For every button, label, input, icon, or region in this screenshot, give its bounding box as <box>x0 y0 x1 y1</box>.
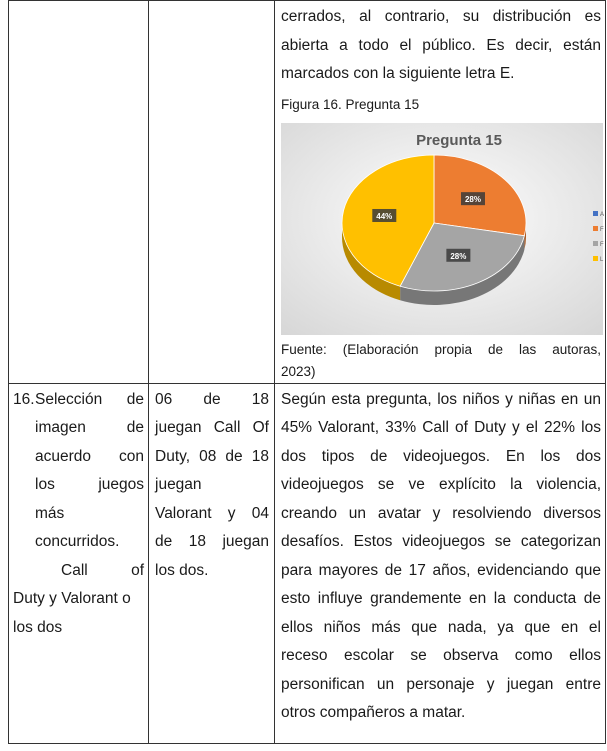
text-line: personifican un personaje y juegan entre <box>281 675 601 693</box>
text-line: Duty y Valorant o <box>13 590 131 607</box>
text-line: concurridos. <box>35 533 120 550</box>
text-line: para mayores de 17 años, evidenciando que <box>281 561 601 579</box>
text-line: videojuegos se ve explícito la violencia, <box>281 476 601 493</box>
result-text <box>149 384 274 586</box>
legend-label: L <box>600 256 604 263</box>
text-line: imagen de <box>35 419 144 436</box>
text-line: desafíos. Estos videojuegos se categorizan <box>281 533 601 550</box>
text-line: Valorant y 04 <box>155 504 269 522</box>
text-line: 45% Valorant, 33% Call of Duty y el 22% los <box>281 419 601 436</box>
data-table <box>8 0 606 744</box>
text-line: 06 de 18 <box>155 390 269 408</box>
text-line: marcados con la siguiente letra E. <box>281 65 515 82</box>
analysis-text <box>275 384 605 728</box>
svg-text:44%: 44% <box>376 211 393 221</box>
intro-text <box>275 1 605 89</box>
analysis-cell <box>275 383 606 743</box>
figure-cell <box>275 1 606 384</box>
pie-slice-label <box>461 192 485 205</box>
pie-slice-label <box>372 208 396 221</box>
pie-chart <box>281 123 603 335</box>
text-line: los dos. <box>155 561 209 579</box>
text-line: cerrados, al contrario, su distribución es <box>281 8 601 25</box>
item-number: 16. <box>13 390 35 408</box>
svg-text:28%: 28% <box>450 251 467 261</box>
figure-caption: Figura 16. Pregunta 15 <box>281 96 420 112</box>
svg-text:28%: 28% <box>464 194 481 204</box>
text-line: Según esta pregunta, los niños y niñas en un <box>281 390 601 408</box>
item-first-line <box>13 386 144 415</box>
legend-label: F <box>600 241 604 248</box>
text-line: de 18 juegan <box>155 533 269 550</box>
text-line: los juegos <box>35 476 144 493</box>
empty-cell <box>149 1 275 384</box>
result-cell <box>149 383 275 743</box>
text-line: otros compañeros a matar. <box>281 704 466 721</box>
text-line: Selección de <box>35 390 144 408</box>
text-line: dos tipos de videojuegos. En los dos <box>281 447 601 465</box>
pie-chart-svg <box>281 123 603 335</box>
legend-swatch <box>593 256 598 261</box>
text-line: Call of <box>61 561 144 579</box>
text-line: los dos <box>13 618 63 636</box>
text-line: abierta a todo el público. Es decir, están <box>281 36 601 54</box>
text-line: acuerdo con <box>35 447 144 465</box>
text-line: esto influye grandemente en la conducta de <box>281 590 601 607</box>
table-row <box>9 383 606 743</box>
text-line: más <box>35 504 65 522</box>
text-line: creando un avatar y resolviendo diversos <box>281 504 601 522</box>
legend-swatch <box>593 226 598 231</box>
legend-swatch <box>593 211 598 216</box>
text-line: juegan <box>155 476 202 493</box>
text-line: Duty, 08 de 18 <box>155 447 269 465</box>
empty-cell <box>9 1 149 384</box>
legend-swatch <box>593 241 598 246</box>
item-text <box>9 384 148 643</box>
source-line: Fuente: (Elaboración propia de las autoras, <box>281 341 601 357</box>
text-line: juegan Call Of <box>155 419 269 436</box>
legend-label: A <box>600 211 605 218</box>
table-row <box>9 1 606 384</box>
pie-slice-label <box>446 248 470 261</box>
source-line: 2023) <box>281 363 316 379</box>
item-cell <box>9 383 149 743</box>
figure-source <box>275 335 605 383</box>
chart-title: Pregunta 15 <box>416 131 502 149</box>
legend-label: F <box>600 226 604 233</box>
text-line: receso escolar se observa como ellos <box>281 647 601 664</box>
text-line: ellos niños más que nada, ya que en el <box>281 618 601 636</box>
